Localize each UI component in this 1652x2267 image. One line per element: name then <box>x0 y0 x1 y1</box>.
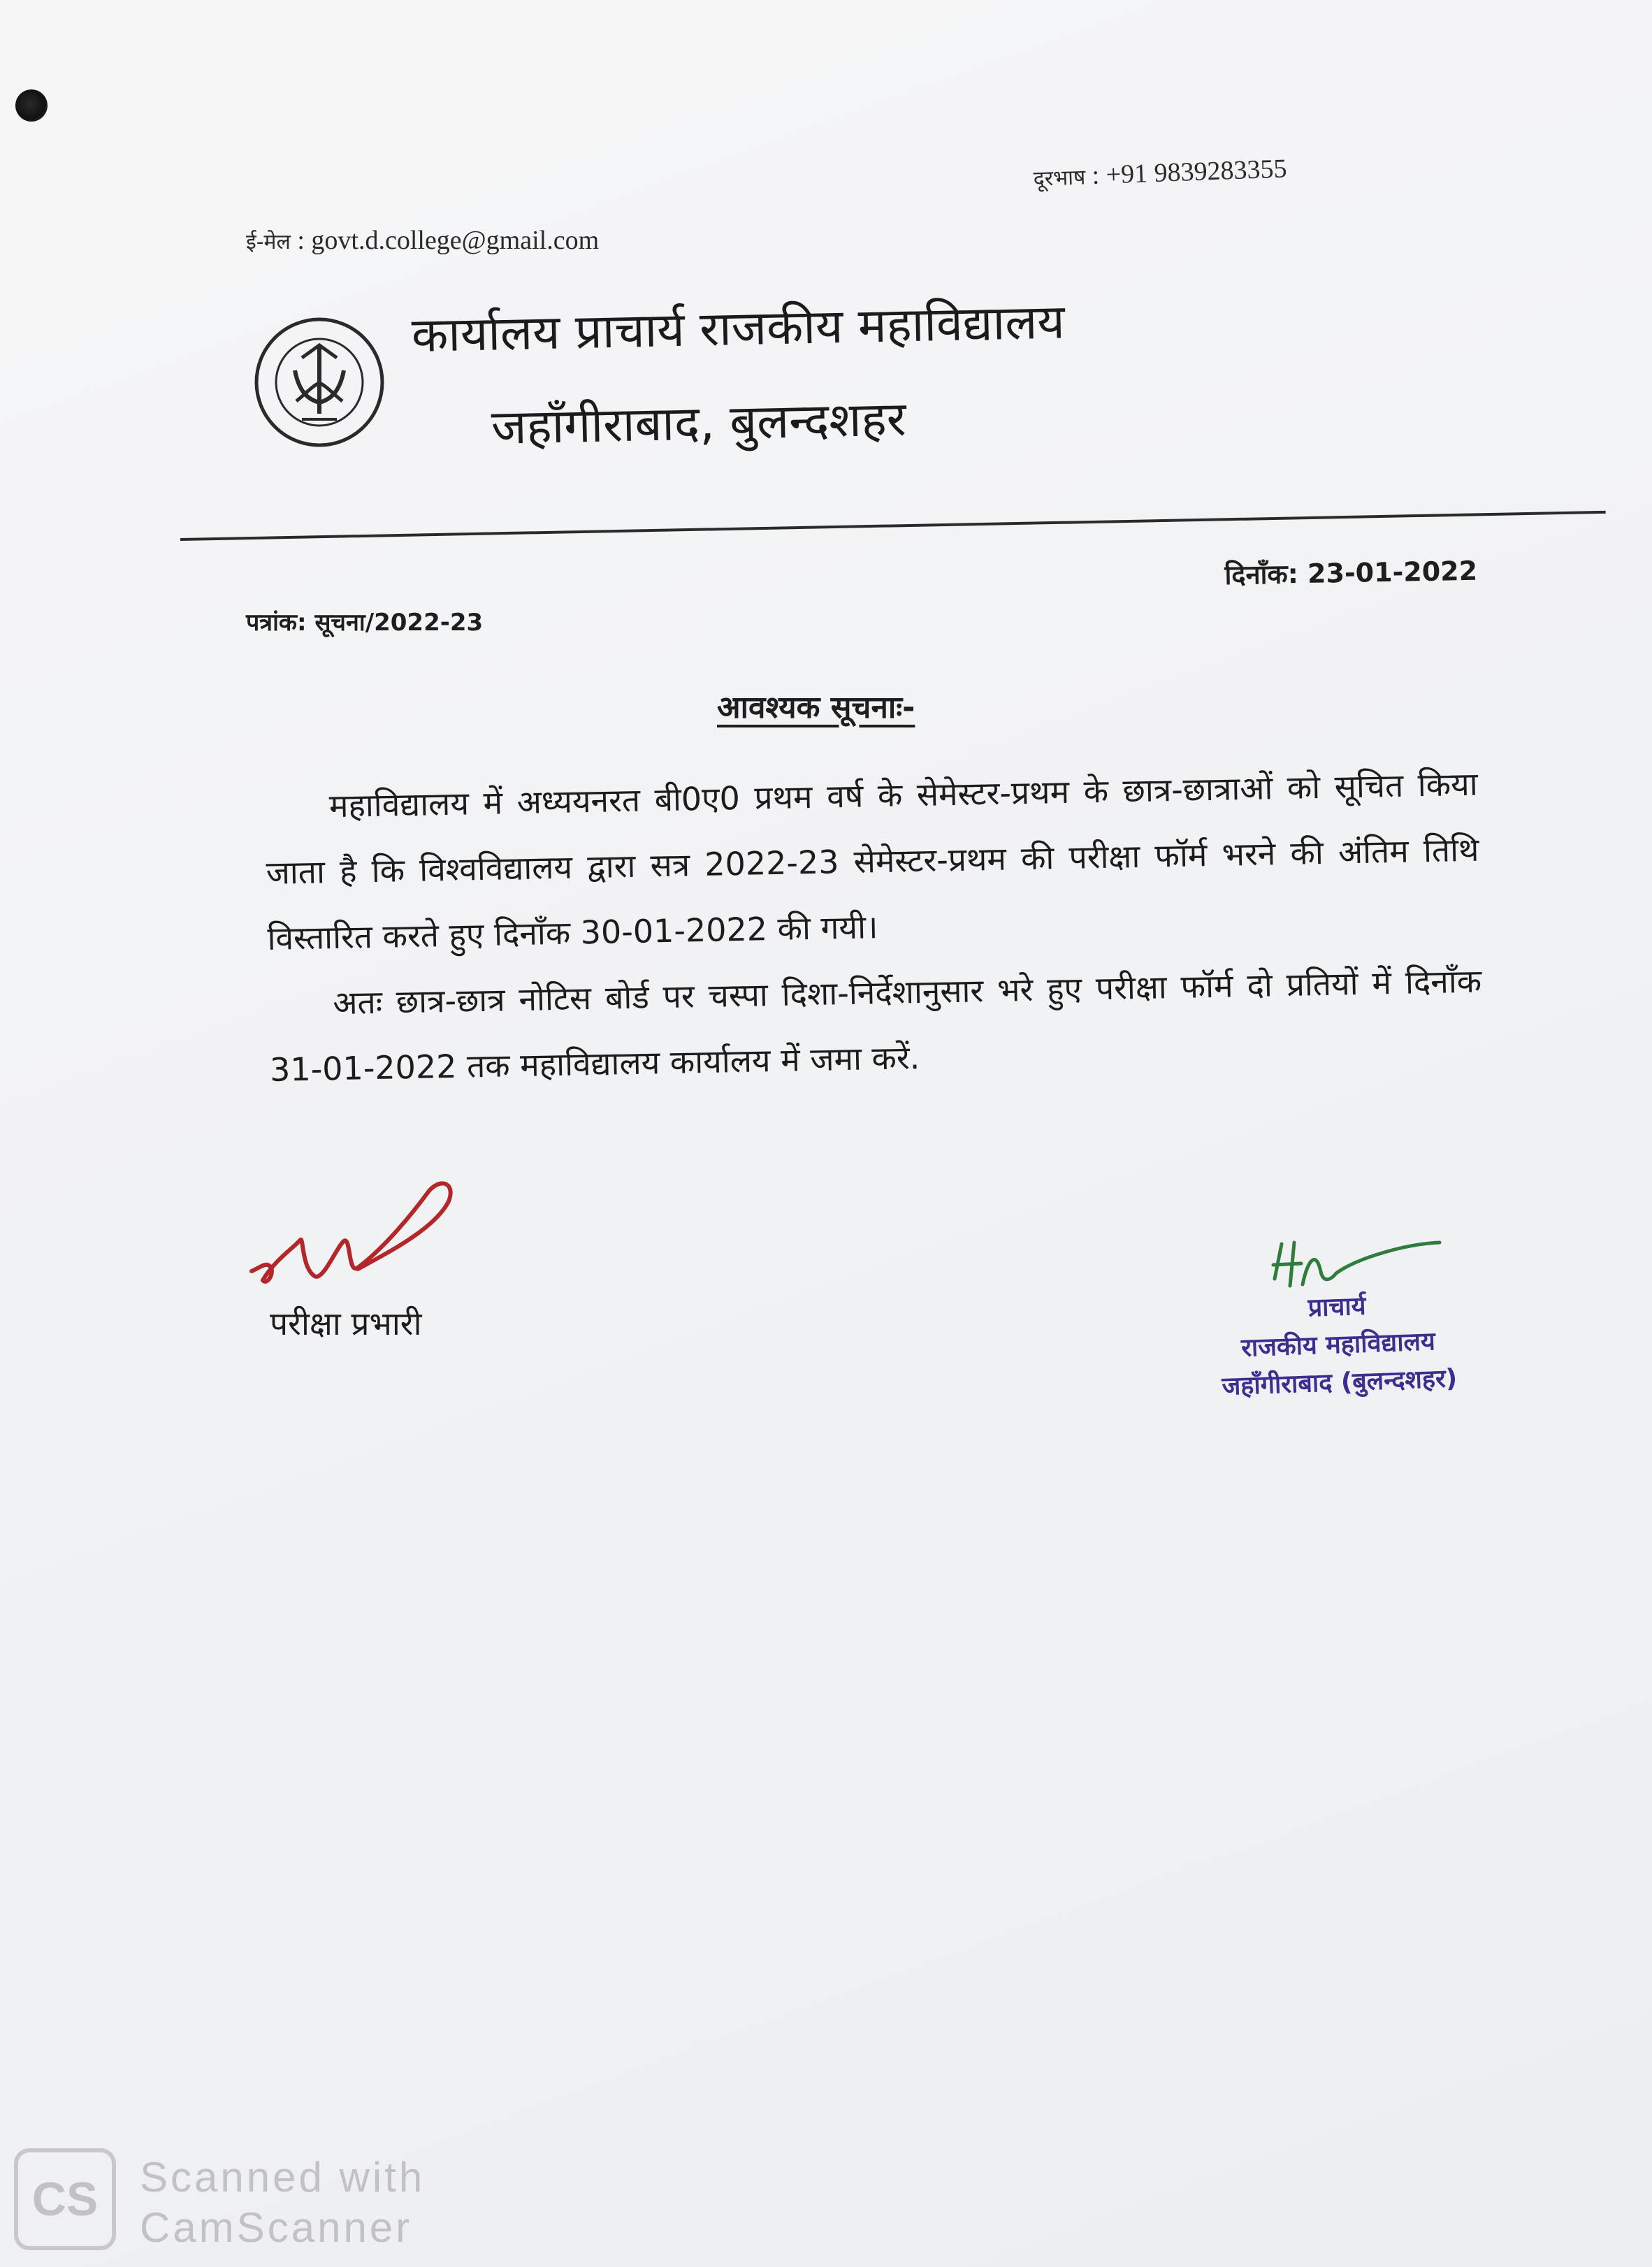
email-label: ई-मेल <box>246 230 291 254</box>
reference-label: पत्रांक: <box>246 609 307 637</box>
date-value: 23-01-2022 <box>1307 555 1478 589</box>
watermark-line-1: Scanned with <box>140 2154 426 2201</box>
state-emblem-logo <box>253 316 386 449</box>
punch-hole <box>15 89 48 122</box>
phone-line: दूरभाष : +91 9839283355 <box>1033 154 1288 191</box>
exam-incharge-signature <box>246 1163 463 1303</box>
notice-paragraph-1: महाविद्यालय में अध्ययनरत बी0ए0 प्रथम वर्ष के सेमेस्टर-प्रथम के छात्र-छात्राओं को सूचित किया जाता है कि विश्वविद्यालय द्वारा सत्र 2022-23 सेमेस्टर-प्रथम की परीक्षा फॉर्म भरने की अंतिम तिथि विस्तारित करते हुए दिनाँक 30-01-2022 की गयी। <box>266 765 1479 957</box>
camscanner-watermark <box>140 2152 425 2253</box>
phone-label: दूरभाष <box>1033 165 1086 191</box>
email-line: ई-मेल : govt.d.college@gmail.com <box>246 226 600 255</box>
reference-number <box>246 605 483 637</box>
watermark-line-2: CamScanner <box>140 2204 413 2251</box>
email-value: govt.d.college@gmail.com <box>311 226 600 255</box>
camscanner-logo: CS <box>14 2148 116 2250</box>
principal-stamp <box>1172 1283 1504 1407</box>
notice-heading: आवश्यक सूचनाः- <box>717 690 915 725</box>
stamp-line-1: प्राचार्य <box>1307 1291 1367 1323</box>
header-divider <box>180 511 1606 541</box>
phone-value: +91 9839283355 <box>1105 154 1288 190</box>
exam-incharge-caption: परीक्षा प्रभारी <box>270 1305 422 1342</box>
notice-body <box>264 751 1484 1103</box>
stamp-line-3: जहाँगीराबाद (बुलन्दशहर) <box>1221 1364 1458 1401</box>
notice-paragraph-2: अतः छात्र-छात्र नोटिस बोर्ड पर चस्पा दिशा-निर्देशानुसार भरे हुए परीक्षा फॉर्म दो प्रतियों में दिनाँक 31-01-2022 तक महाविद्यालय कार्यालय में जमा करें. <box>269 962 1482 1089</box>
office-place: जहाँगीराबाद, बुलन्दशहर <box>491 391 907 456</box>
stamp-line-2: राजकीय महाविद्यालय <box>1240 1327 1436 1363</box>
notice-date <box>1224 552 1478 593</box>
date-label: दिनाँक: <box>1224 558 1299 591</box>
office-title: कार्यालय प्राचार्य राजकीय महाविद्यालय <box>411 294 1066 363</box>
reference-value: सूचना/2022-23 <box>314 609 484 637</box>
